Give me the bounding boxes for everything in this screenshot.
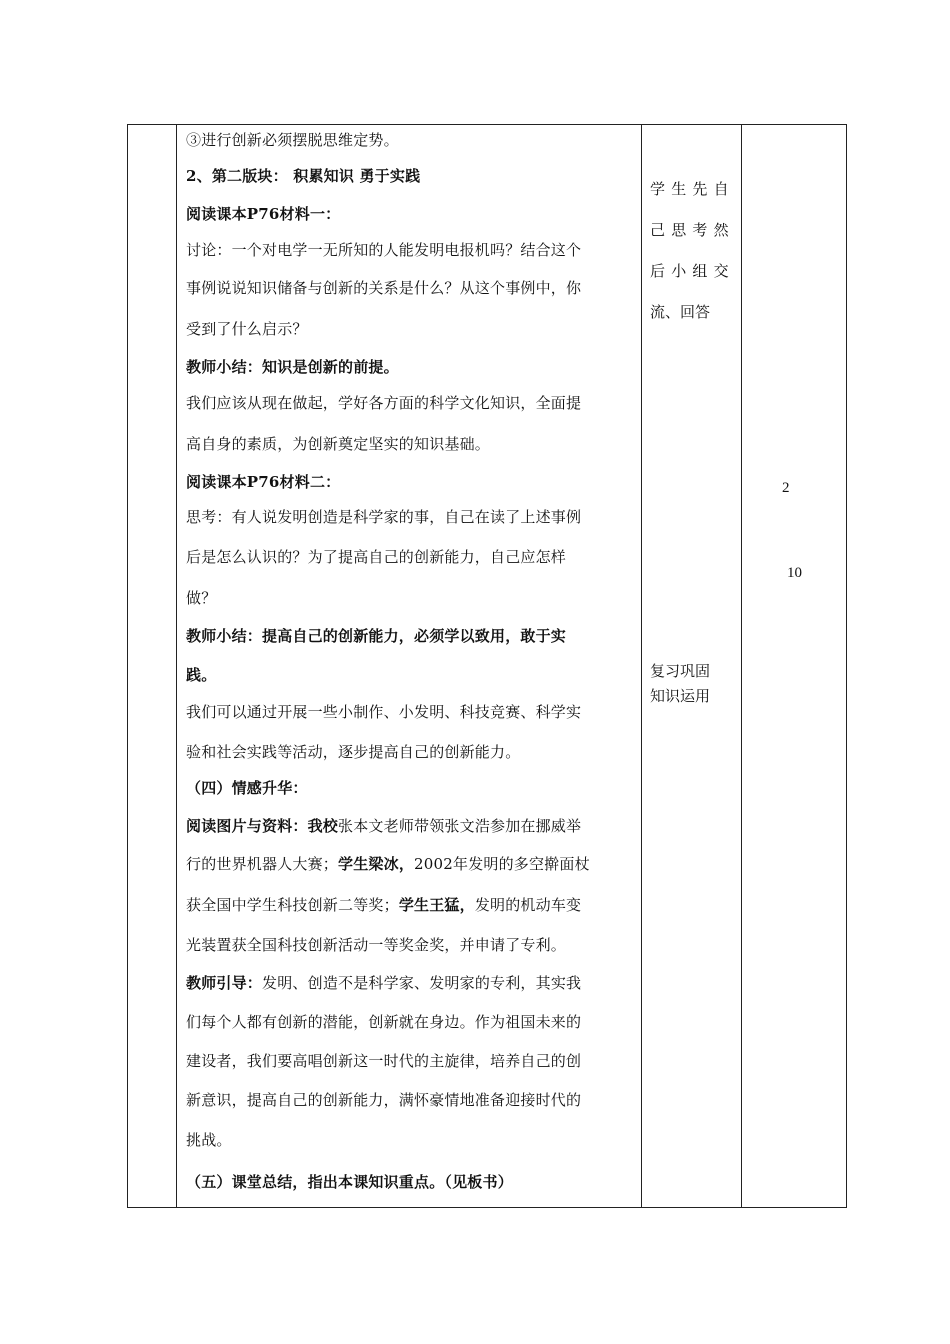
activity-line: 后小组交: [650, 262, 735, 280]
section-heading: （四）情感升华：: [186, 779, 308, 797]
content-line: 挑战。: [186, 1131, 232, 1149]
lesson-table: [127, 124, 847, 1208]
teacher-summary: 践。: [186, 666, 217, 684]
content-line: 后是怎么认识的？为了提高自己的创新能力，自己应怎样: [186, 548, 567, 566]
content-line: 我们应该从现在做起，学好各方面的科学文化知识，全面提: [186, 394, 582, 412]
content-line: [186, 815, 581, 836]
section-heading: （五）课堂总结，指出本课知识重点。（见板书）: [186, 1173, 513, 1191]
plain-phrase: 发明、创造不是科学家、发明家的专利，其实我: [262, 974, 582, 992]
teacher-summary: 教师小结：提高自己的创新能力，必须学以致用，敢于实: [186, 627, 567, 645]
time-value: 10: [787, 565, 802, 581]
content-line: 讨论：一个对电学一无所知的人能发明电报机吗？结合这个: [186, 241, 582, 259]
bold-phrase: 学生梁冰，: [338, 855, 415, 873]
activity-line: 己思考然: [650, 221, 735, 239]
content-line: 思考：有人说发明创造是科学家的事，自己在读了上述事例: [186, 508, 582, 526]
column-divider: [176, 125, 177, 1207]
column-divider: [641, 125, 642, 1207]
time-value: 2: [782, 480, 790, 496]
content-line: 建设者，我们要高唱创新这一时代的主旋律，培养自己的创: [186, 1052, 582, 1070]
content-line: [186, 972, 581, 993]
content-line: 高自身的素质，为创新奠定坚实的知识基础。: [186, 435, 491, 453]
plain-phrase: 行的世界机器人大赛；: [186, 855, 339, 873]
content-line: 做？: [186, 589, 217, 607]
plain-phrase: 发明的机动车变: [474, 896, 582, 914]
content-line: 光装置获全国科技创新活动一等奖金奖，并申请了专利。: [186, 936, 567, 954]
plain-phrase: 张本文老师带领张文浩参加在挪威举: [338, 817, 582, 835]
activity-line: 流、回答: [650, 303, 711, 321]
bold-phrase: 教师引导：: [186, 974, 263, 992]
content-line: 新意识，提高自己的创新能力，满怀豪情地准备迎接时代的: [186, 1091, 582, 1109]
activity-line: 学生先自: [650, 180, 735, 198]
content-line: 事例说说知识储备与创新的关系是什么？从这个事例中，你: [186, 279, 582, 297]
content-line: 受到了什么启示？: [186, 320, 308, 338]
bold-phrase: 学生王猛，: [398, 896, 475, 914]
plain-phrase: 获全国中学生科技创新二等奖；: [186, 896, 399, 914]
content-line: [186, 853, 590, 874]
content-line: 我们可以通过开展一些小制作、小发明、科技竞赛、科学实: [186, 703, 582, 721]
content-line: 验和社会实践等活动，逐步提高自己的创新能力。: [186, 743, 521, 761]
column-divider: [741, 125, 742, 1207]
content-line: [186, 894, 581, 915]
content-line: 们每个人都有创新的潜能，创新就在身边。作为祖国未来的: [186, 1013, 582, 1031]
reading-heading: 阅读课本P76材料一：: [186, 205, 341, 223]
reading-heading: 阅读课本P76材料二：: [186, 473, 341, 491]
teacher-summary: 教师小结：知识是创新的前提。: [186, 358, 399, 376]
plain-phrase: 2002年发明的多空擀面杖: [414, 855, 590, 873]
activity-line: 复习巩固: [650, 662, 711, 680]
content-line: ③进行创新必须摆脱思维定势。: [186, 131, 399, 149]
section-heading: 2、第二版块： 积累知识 勇于实践: [186, 167, 421, 185]
bold-phrase: 阅读图片与资料：我校: [186, 817, 339, 835]
activity-line: 知识运用: [650, 687, 711, 705]
